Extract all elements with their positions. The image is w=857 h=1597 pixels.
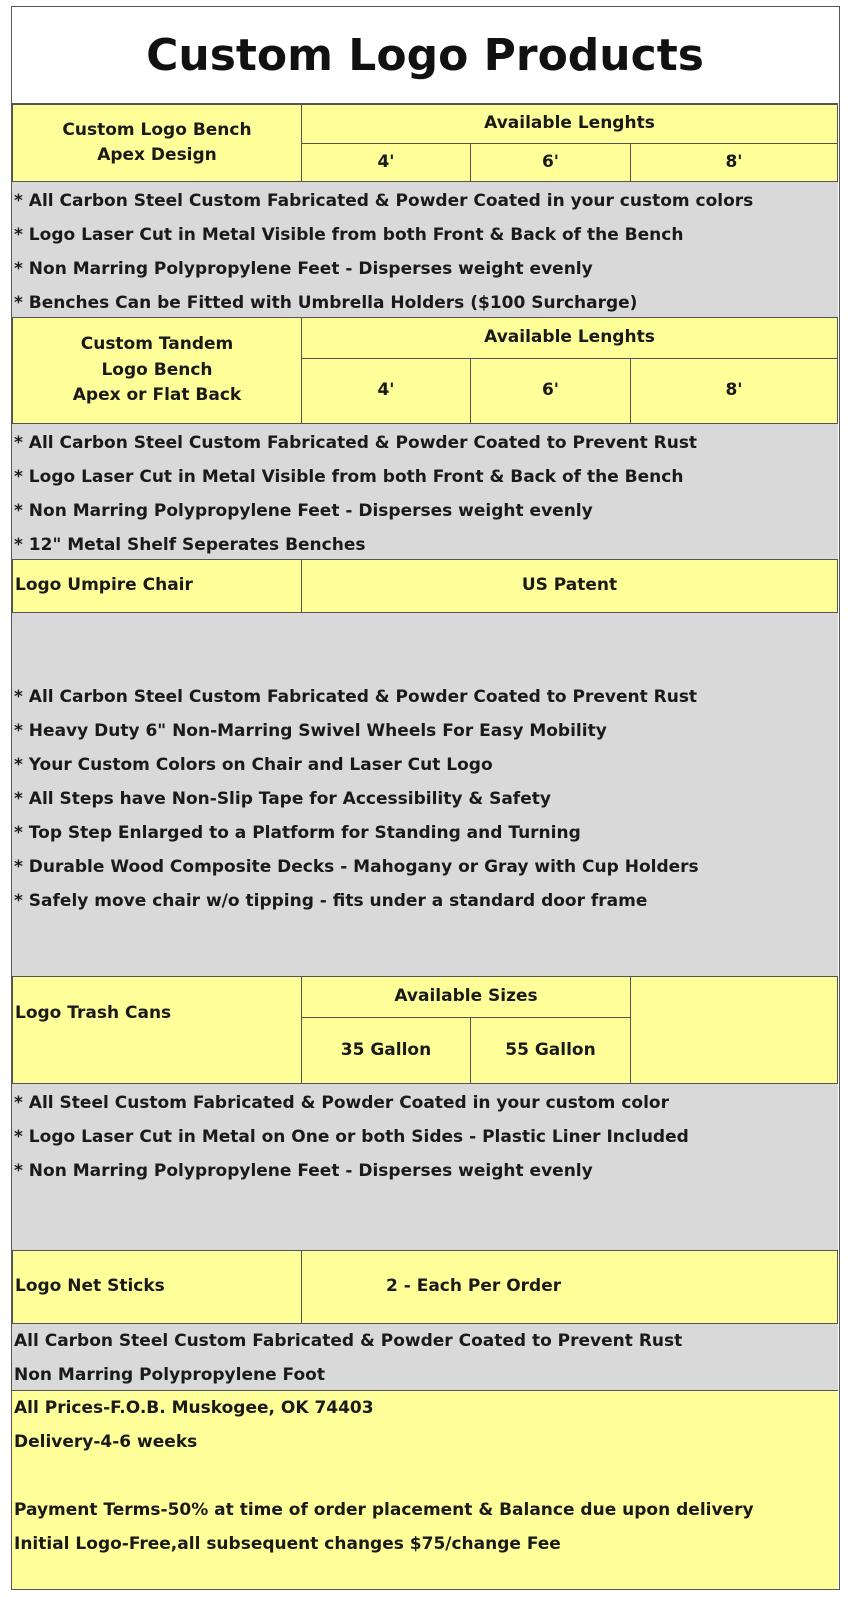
tandem-features <box>12 423 838 560</box>
bench-length-4: 4' <box>301 143 471 182</box>
umpire-feature: * Top Step Enlarged to a Platform for Standing and Turning <box>14 823 581 843</box>
bench-length-8: 8' <box>630 143 838 182</box>
trash-features <box>12 1083 838 1251</box>
trash-feature: * Non Marring Polypropylene Feet - Disperses weight evenly <box>14 1161 593 1181</box>
tandem-feature: * Logo Laser Cut in Metal Visible from both Front & Back of the Bench <box>14 467 684 487</box>
umpire-name: Logo Umpire Chair <box>12 559 302 613</box>
umpire-patent: US Patent <box>301 559 838 613</box>
terms-delivery: Delivery-4-6 weeks <box>14 1432 198 1452</box>
tandem-length-8: 8' <box>630 358 838 424</box>
trash-sizes-header: Available Sizes <box>301 976 631 1018</box>
terms-logo-fee: Initial Logo-Free,all subsequent changes $75/change Fee <box>14 1534 561 1554</box>
netsticks-features <box>12 1323 838 1391</box>
bench-feature: * Logo Laser Cut in Metal Visible from both Front & Back of the Bench <box>14 225 684 245</box>
bench-feature: * Non Marring Polypropylene Feet - Disperses weight evenly <box>14 259 593 279</box>
page-title: Custom Logo Products <box>12 7 838 104</box>
bench-name <box>12 104 302 182</box>
trash-name: Logo Trash Cans <box>12 976 302 1084</box>
bench-features <box>12 181 838 318</box>
terms-section <box>12 1390 838 1589</box>
trash-size-35: 35 Gallon <box>301 1017 471 1084</box>
trash-empty-cell <box>630 976 838 1084</box>
trash-feature: * Logo Laser Cut in Metal on One or both Sides - Plastic Liner Included <box>14 1127 689 1147</box>
product-sheet <box>11 6 840 1590</box>
umpire-feature: * Safely move chair w/o tipping - fits under a standard door frame <box>14 891 648 911</box>
umpire-features <box>12 612 838 977</box>
tandem-length-4: 4' <box>301 358 471 424</box>
bench-name-line1: Custom Logo Bench <box>62 119 252 140</box>
tandem-length-6: 6' <box>470 358 631 424</box>
tandem-name-line3: Apex or Flat Back <box>72 385 242 406</box>
tandem-feature: * Non Marring Polypropylene Feet - Disperses weight evenly <box>14 501 593 521</box>
bench-length-6: 6' <box>470 143 631 182</box>
bench-lengths-header: Available Lenghts <box>301 104 838 144</box>
umpire-feature: * All Steps have Non-Slip Tape for Accessibility & Safety <box>14 789 551 809</box>
tandem-name-line1: Custom Tandem <box>80 334 234 355</box>
tandem-name <box>12 317 302 424</box>
netsticks-qty: 2 - Each Per Order <box>301 1250 838 1324</box>
tandem-lengths-header: Available Lenghts <box>301 317 838 359</box>
netsticks-feature: All Carbon Steel Custom Fabricated & Powder Coated to Prevent Rust <box>14 1331 683 1351</box>
umpire-feature: * Your Custom Colors on Chair and Laser Cut Logo <box>14 755 493 775</box>
bench-feature: * All Carbon Steel Custom Fabricated & Powder Coated in your custom colors <box>14 191 754 211</box>
umpire-feature: * Durable Wood Composite Decks - Mahogany or Gray with Cup Holders <box>14 857 699 877</box>
netsticks-feature: Non Marring Polypropylene Foot <box>14 1365 325 1385</box>
terms-fob: All Prices-F.O.B. Muskogee, OK 74403 <box>14 1398 374 1418</box>
netsticks-name: Logo Net Sticks <box>12 1250 302 1324</box>
tandem-feature: * 12" Metal Shelf Seperates Benches <box>14 535 366 555</box>
umpire-feature: * Heavy Duty 6" Non-Marring Swivel Wheels For Easy Mobility <box>14 721 607 741</box>
bench-feature: * Benches Can be Fitted with Umbrella Holders ($100 Surcharge) <box>14 293 638 313</box>
tandem-feature: * All Carbon Steel Custom Fabricated & Powder Coated to Prevent Rust <box>14 433 698 453</box>
trash-size-55: 55 Gallon <box>470 1017 631 1084</box>
tandem-name-line2: Logo Bench <box>101 359 213 380</box>
umpire-feature: * All Carbon Steel Custom Fabricated & Powder Coated to Prevent Rust <box>14 687 698 707</box>
terms-spacer <box>14 1459 754 1493</box>
bench-name-line2: Apex Design <box>97 145 217 165</box>
trash-feature: * All Steel Custom Fabricated & Powder Coated in your custom color <box>14 1093 669 1113</box>
terms-payment: Payment Terms-50% at time of order placement & Balance due upon delivery <box>14 1500 754 1520</box>
